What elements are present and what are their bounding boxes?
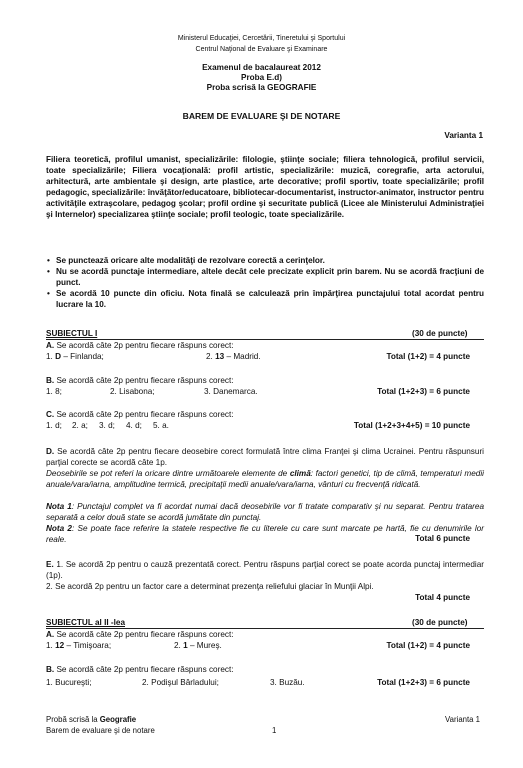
subject-1-title: SUBIECTUL I [46, 329, 98, 338]
s2-item-b-answers: 1. Bucureşti; 2. Podişul Bârladului; 3. Buzău. Total (1+2+3) = 6 puncte [46, 678, 470, 687]
s2-item-a-head: A. Se acordă câte 2p pentru fiecare răspuns corect: [46, 630, 234, 639]
page-number: 1 [272, 726, 277, 735]
rule-item: • Se punctează oricare alte modalităţi de rezolvare corectă a cerinţelor. [46, 255, 484, 266]
nota-1: Nota 1: Punctajul complet va fi acordat numai dacă deosebirile vor fi tratate comparativ şi nu separat. Pentru tratarea separată a celor două state se acordă jumătate din punctaj. [46, 502, 484, 522]
item-d-elements: Deosebirile se pot referi la oricare dintre următoarele elemente de climă: factori genetici, tip de climă, temperaturi medii anuale/vara/iarna, amplitudine termică, precipitaţii medii anuale/vara/iarna, vânturi cu frecvenţă ridicată. [46, 469, 484, 489]
item-d-text: D. Se acordă câte 2p pentru fiecare deosebire corect formulată între clima Franţei şi clima Ucrainei. Pentru răspunsuri parţial corecte se acordă câte 1p. [46, 447, 484, 467]
item-e-1: E. 1. Se acordă 2p pentru o cauză prezentată corect. Pentru răspuns parţial corect se poate acorda punctaj intermediar (1p). [46, 560, 485, 580]
footer-barem: Barem de evaluare şi de notare [46, 726, 155, 735]
item-c-total: Total (1+2+3+4+5) = 10 puncte [353, 421, 470, 430]
document-title: BAREM DE EVALUARE ŞI DE NOTARE [182, 111, 341, 121]
exam-title: Examenul de bacalaureat 2012 [202, 63, 321, 72]
exam-proba: Proba E.d) [241, 73, 282, 82]
item-b-head: B. Se acordă câte 2p pentru fiecare răspuns corect: [46, 376, 234, 385]
rule-item: • Se acordă 10 puncte din oficiu. Nota finală se calculează prin împărţirea punctajului total acordat pentru lucrare la 10. [46, 288, 484, 310]
subject-2-header [46, 617, 484, 628]
label-a: A. [46, 341, 55, 350]
exam-subject: Proba scrisă la GEOGRAFIE [206, 83, 317, 92]
item-e-total: Total 4 puncte [415, 593, 470, 602]
item-b-answers: 1. 8; 2. Lisabona; 3. Danemarca. Total (1+2+3) = 6 puncte [46, 387, 470, 396]
s2-item-b-head: B. Se acordă câte 2p pentru fiecare răspuns corect: [46, 665, 234, 674]
item-c-answers: 1. d; 2. a; 3. d; 4. d; 5. a. Total (1+2+3+4+5) = 10 puncte [46, 421, 470, 430]
rules-list [46, 255, 484, 310]
item-a-answers: 1. D – Finlanda; 2. 13 – Madrid. Total (1+2) = 4 puncte [46, 352, 470, 361]
subject-2-points: (30 de puncte) [412, 618, 468, 627]
item-a-head: A. Se acordă câte 2p pentru fiecare răspuns corect: [46, 341, 234, 350]
nota-2: Nota 2: Se poate face referire la statele respective fie cu literele cu care sunt marcate pe hartă, fie cu denumirile lor reale. [46, 524, 484, 544]
center-header: Centrul Naţional de Evaluare şi Examinare [195, 46, 328, 53]
ministry-header: Ministerul Educaţiei, Cercetării, Tineretului şi Sportului [177, 35, 346, 42]
footer-variant: Varianta 1 [445, 715, 480, 724]
item-c-head: C. Se acordă câte 2p pentru fiecare răspuns corect: [46, 410, 234, 419]
item-e-2: 2. Se acordă 2p pentru un factor care a determinat prezenţa reliefului glaciar în Munţii Alpi. [46, 582, 374, 591]
subject-1-points: (30 de puncte) [412, 329, 468, 338]
s2-item-b-total: Total (1+2+3) = 6 puncte [377, 678, 470, 687]
item-a-total: Total (1+2) = 4 puncte [386, 352, 470, 361]
subject-1-header [46, 328, 484, 339]
intro-paragraph: Filiera teoretică, profilul umanist, specializările: filologie, ştiinţe sociale; filiera tehnologică, profilul servicii, toate specializările; Filiera vocaţională: profil artistic, specializările: muzică, coregrafie, arta actorului, arhitectură, arte ambientale şi design, arte plastice, arte decorative; profil sportiv, toate specializările; profil pedagogic, specializările: învăţător/educatoare, bibliotecar-documentarist, instructor-animator, instructor pentru activităţile extraşcolare, pedagog şcolar; profil ordine şi securitate publică (Licee ale Ministerului Administraţiei şi Internelor) specializarea ştiinţe sociale; profil teologic, toate specializările. [46, 155, 484, 219]
rule-item: • Nu se acordă punctaje intermediare, altele decât cele precizate explicit prin barem. Nu se acordă fracţiuni de punct. [46, 266, 484, 288]
item-d-total: Total 6 puncte [415, 534, 470, 543]
s2-item-a-answers: 1. 12 – Timişoara; 2. 1 – Mureş. Total (1+2) = 4 puncte [46, 641, 470, 650]
variant-label: Varianta 1 [444, 131, 483, 140]
footer-exam: Probă scrisă la Geografie [46, 715, 137, 724]
subject-2-title: SUBIECTUL al II -lea [46, 618, 126, 627]
s2-item-a-total: Total (1+2) = 4 puncte [386, 641, 470, 650]
item-b-total: Total (1+2+3) = 6 puncte [377, 387, 470, 396]
